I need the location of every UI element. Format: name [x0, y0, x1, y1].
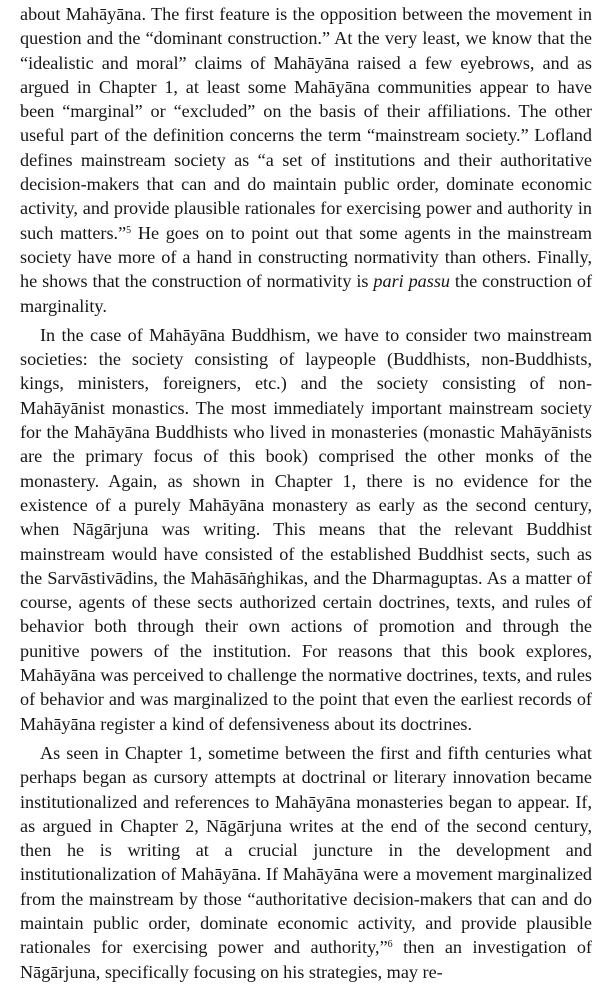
text-segment: In the case of Mahāyāna Buddhism, we have to consider two mainstream societies: the society consisting of laypeople (Buddhists, non-Buddhists, kings, ministers, foreigners, etc.) and the society consisting of non-Mahāyānist monastics. The most immediately important mainstream society for the Mahāyāna Buddhists who lived in monasteries (monastic Mahāyānists are the primary focus of this book) comprised the other monks of the monastery. Again, as shown in Chapter 1, there is no evidence for the existence of a purely Mahāyāna monastery as early as the second century, when Nāgārjuna was writing. This means that the relevant Buddhist mainstream would have consisted of the established Buddhist sects, such as the Sarvāstivādins, the Mahāsāṅghikas, and the Dharmaguptas. As a matter of course, agents of these sects authorized certain doctrines, texts, and rules of behavior both through their own actions of promotion and through the punitive powers of the institution. For reasons that this book explores, Mahāyāna was perceived to challenge the normative doctrines, texts, and rules of behavior and was marginalized to the point that even the earliest records of Mahāyāna register a kind of defensiveness about its doctrines.: [20, 324, 592, 734]
text-segment: As seen in Chapter 1, sometime between the first and fifth centuries what perhaps began as cursory attempts at doctrinal or literary innovation became institutionalized and references to Mahāyāna monasteries began to appear. If, as argued in Chapter 2, Nāgārjuna writes at the end of the second century, then he is writing at a crucial juncture in the development and institutionalization of Mahāyāna. If Mahāyāna were a movement marginalized from the mainstream by those “authoritative decision-makers that can and do maintain public order, dominate economic activity, and provide plausible rationales for exercising power and authority,”: [20, 742, 592, 958]
footnote-ref-6[interactable]: 6: [387, 939, 393, 951]
italic-term: pari passu: [373, 271, 451, 292]
paragraph-3: [20, 741, 592, 984]
paragraph-1: [20, 2, 592, 318]
text-segment: He goes on to point out that some agents in the mainstream society have more of a hand in constructing normativity than others. Finally, he shows that the construction of normativity is: [20, 222, 592, 292]
paragraph-2: [20, 323, 592, 736]
text-segment: then an investigation of Nāgārjuna, specifically focusing on his strategies, may re-: [20, 937, 592, 982]
text-segment: about Mahāyāna. The first feature is the opposition between the movement in question and the “dominant construction.” At the very least, we know that the “idealistic and moral” claims of Mahāyāna raised a few eyebrows, and as argued in Chapter 1, at least some Mahāyāna communities appear to have been “marginal” or “excluded” on the basis of their affiliations. The other useful part of the definition concerns the term “mainstream society.” Lofland defines mainstream society as “a set of institutions and their authoritative decision-makers that can and do maintain public order, dominate economic activity, and provide plausible rationales for exercising power and authority in such matters.”: [20, 4, 592, 243]
text-segment: the construction of marginality.: [20, 271, 592, 316]
footnote-ref-5[interactable]: 5: [126, 224, 132, 236]
